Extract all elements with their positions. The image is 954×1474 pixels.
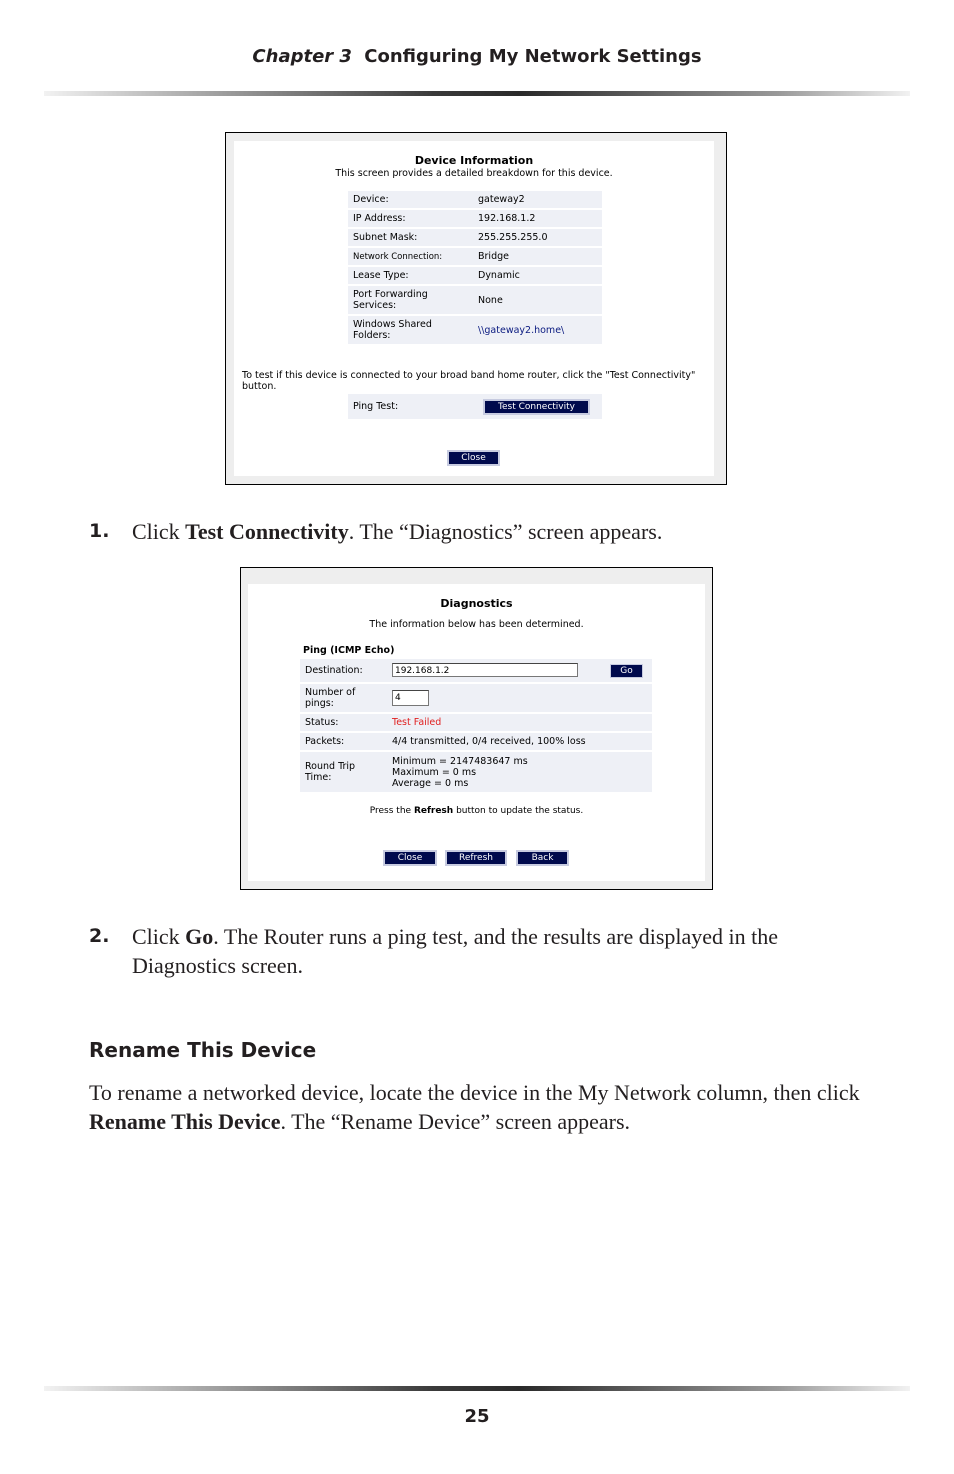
table-row — [348, 248, 602, 265]
close-button[interactable]: Close — [447, 450, 500, 466]
close-button[interactable]: Close — [383, 850, 437, 866]
row-value: Dynamic — [473, 267, 602, 284]
diagnostics-title: Diagnostics — [440, 597, 513, 610]
destination-label: Destination: — [300, 659, 387, 682]
page-number: 25 — [464, 1406, 490, 1427]
table-row — [300, 733, 652, 750]
row-label: Device: — [348, 191, 473, 208]
row-value: Bridge — [473, 248, 602, 265]
go-button[interactable]: Go — [610, 664, 643, 678]
row-label: Lease Type: — [348, 267, 473, 284]
step-text: Click Go. The Router runs a ping test, and the results are displayed in the Diagnostics screen. — [132, 924, 779, 978]
table-row — [300, 684, 652, 712]
rtt-label: Round Trip Time: — [300, 752, 387, 792]
row-label: Network Connection: — [348, 248, 473, 265]
table-row — [348, 267, 602, 284]
rtt-min: Minimum = 2147483647 ms — [392, 755, 528, 767]
step-text: Click Test Connectivity. The “Diagnostics” screen appears. — [132, 519, 663, 544]
row-label: Windows Shared Folders: — [348, 316, 473, 344]
ping-test-label: Ping Test: — [348, 394, 478, 419]
step-number: 2. — [89, 925, 110, 947]
step-number: 1. — [89, 520, 110, 542]
device-information-screenshot — [225, 132, 727, 485]
rtt-avg: Average = 0 ms — [392, 777, 469, 789]
diagnostics-table — [300, 657, 652, 794]
section-heading: Rename This Device — [89, 1038, 317, 1062]
packets-label: Packets: — [300, 733, 387, 750]
row-value: None — [473, 286, 602, 314]
row-label: IP Address: — [348, 210, 473, 227]
table-row — [300, 659, 652, 682]
table-row — [348, 191, 602, 208]
chapter-label: Chapter 3 — [252, 46, 352, 67]
running-header — [0, 46, 954, 67]
footer-rule — [44, 1386, 910, 1391]
pings-input[interactable]: 4 — [392, 690, 429, 706]
table-row — [300, 714, 652, 731]
row-value-link[interactable]: \\gateway2.home\ — [473, 316, 602, 344]
destination-input[interactable]: 192.168.1.2 — [392, 663, 578, 677]
test-note: To test if this device is connected to your broad band home router, click the "Test Connectivity" button. — [242, 370, 696, 392]
header-rule — [44, 91, 910, 96]
row-value: 255.255.255.0 — [473, 229, 602, 246]
row-label: Subnet Mask: — [348, 229, 473, 246]
step-2 — [89, 922, 869, 982]
test-connectivity-button[interactable]: Test Connectivity — [483, 399, 590, 415]
rtt-max: Maximum = 0 ms — [392, 766, 477, 778]
table-row — [348, 210, 602, 227]
row-value: 192.168.1.2 — [473, 210, 602, 227]
table-row — [348, 316, 602, 344]
row-value: gateway2 — [473, 191, 602, 208]
ping-test-table — [348, 392, 602, 421]
table-row — [348, 286, 602, 314]
packets-value: 4/4 transmitted, 0/4 received, 100% loss — [387, 733, 652, 750]
step-1 — [89, 517, 889, 547]
status-label: Status: — [300, 714, 387, 731]
pings-label: Number of pings: — [300, 684, 387, 712]
table-row — [348, 394, 602, 419]
ping-section-title: Ping (ICMP Echo) — [303, 645, 395, 656]
device-info-title: Device Information — [414, 154, 534, 167]
row-label: Port Forwarding Services: — [348, 286, 473, 314]
chapter-title: Configuring My Network Settings — [364, 46, 702, 67]
device-info-table — [348, 189, 602, 346]
refresh-button[interactable]: Refresh — [445, 850, 507, 866]
table-row — [348, 229, 602, 246]
back-button[interactable]: Back — [516, 850, 569, 866]
diagnostics-screenshot — [240, 567, 713, 890]
diagnostics-subtitle: The information below has been determined. — [369, 619, 584, 630]
refresh-note: Press the Refresh button to update the status. — [369, 806, 584, 816]
table-row — [300, 752, 652, 792]
status-value: Test Failed — [387, 714, 652, 731]
device-info-subtitle: This screen provides a detailed breakdown for this device. — [335, 168, 613, 179]
rtt-values — [387, 752, 652, 792]
rename-paragraph: To rename a networked device, locate the device in the My Network column, then click Rename This Device. The “Rename Device” screen appears. — [89, 1080, 860, 1134]
